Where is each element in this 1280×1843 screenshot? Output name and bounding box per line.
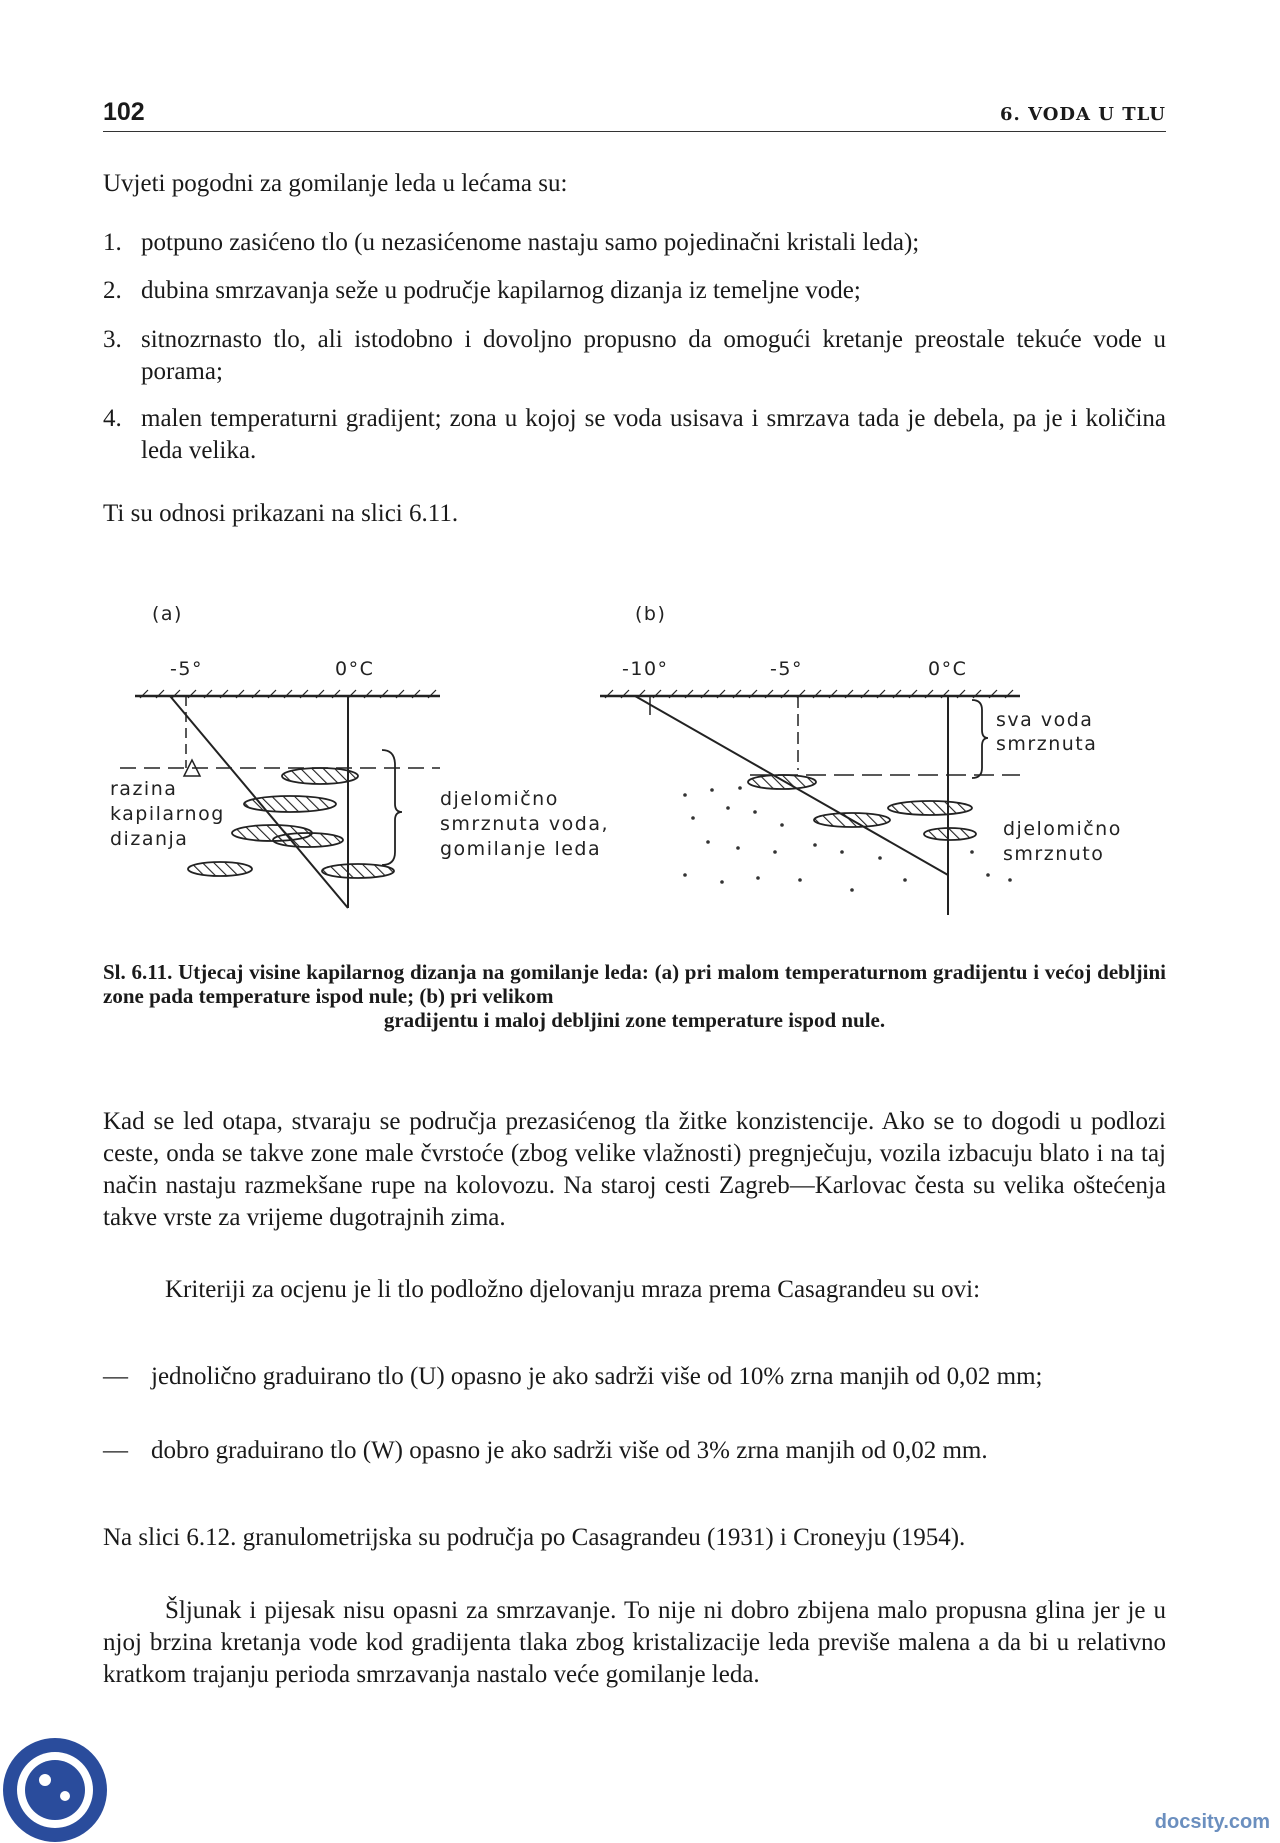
- panel-b-temp-1: -10°: [622, 658, 669, 680]
- condition-item: [103, 403, 1166, 467]
- paragraph-criteria: Kriteriji za ocjenu je li tlo podložno djelovanju mraza prema Casagrandeu su ovi:: [165, 1276, 981, 1303]
- criteria-item: [103, 1435, 1166, 1467]
- capillary-rise-label-1: razina: [110, 778, 178, 800]
- condition-number: 4.: [103, 405, 122, 432]
- docsity-logo: [0, 1718, 125, 1843]
- panel-b: [600, 603, 1122, 915]
- paragraph-fig612: Na slici 6.12. granulometrijska su područja po Casagrandeu (1931) i Croneyju (1954).: [103, 1524, 966, 1551]
- condition-text: sitnozrnasto tlo, ali istodobno i dovoljno propusno da omogući kretanje preostale tekuće vode u porama;: [141, 326, 1166, 385]
- condition-text: malen temperaturni gradijent; zona u kojoj se voda usisava i smrzava tada je debela, pa je i količina leda velika.: [141, 405, 1166, 464]
- criteria-text: jednolično graduirano tlo (U) opasno je ako sadrži više od 10% zrna manjih od 0,02 mm;: [151, 1363, 1043, 1390]
- paragraph-gravel: Šljunak i pijesak nisu opasni za smrzavanje. To nije ni dobro zbijena malo propusna glina jer je u njoj brzina kretanja vode kod gradijenta tlaka zbog kristalizacije leda previše malena a da bi u relativno kratkom trajanju perioda smrzavanja nastalo veće gomilanje leda.: [103, 1597, 1166, 1688]
- criteria-text: dobro graduirano tlo (W) opasno je ako sadrži više od 3% zrna manjih od 0,02 mm.: [151, 1437, 988, 1464]
- caption-prefix: Sl. 6.11.: [103, 960, 173, 984]
- watermark: docsity.com: [1154, 1811, 1270, 1833]
- partial-frozen-label-1: djelomično: [440, 788, 559, 810]
- page-number: 102: [103, 98, 145, 126]
- dash-symbol: —: [103, 1437, 128, 1464]
- panel-b-label: (b): [635, 603, 667, 625]
- condition-text: potpuno zasićeno tlo (u nezasićenome nastaju samo pojedinačni kristali leda);: [141, 229, 920, 256]
- paragraph-thaw: Kad se led otapa, stvaraju se područja prezasićenog tla žitke konzistencije. Ako se to dogodi u podlozi ceste, onda se takve zone male čvrstoće (zbog velike vlažnosti) pregnječuju, vozila izbacuju blato i na taj način nastaju razmekšane rupe na kolovozu. Na staroj cesti Zagreb—Karlovac česta su velika oštećenja takve vrste za vrijeme dugotrajnih zima.: [103, 1108, 1166, 1231]
- intro-text: Uvjeti pogodni za gomilanje leda u lećama su:: [103, 170, 568, 197]
- partial-frozen-label-3: gomilanje leda: [440, 838, 602, 860]
- condition-item: [103, 227, 1166, 259]
- caption-last: gradijentu i maloj debljini zone temperature ispod nule.: [383, 1008, 886, 1032]
- condition-number: 2.: [103, 277, 122, 304]
- capillary-rise-label-2: kapilarnog: [110, 803, 225, 825]
- panel-a-label: (a): [152, 603, 183, 625]
- panel-b-temp-2: -5°: [770, 658, 803, 680]
- caption-main: Utjecaj visine kapilarnog dizanja na gomilanje leda: (a) pri malom temperaturnom gradijentu i većoj debljini zone pada temperature ispod nule; (b) pri velikom: [103, 960, 1166, 1008]
- dash-symbol: —: [103, 1363, 128, 1390]
- panel-a-temp-left: -5°: [170, 658, 203, 680]
- partial-frozen-label-b-2: smrznuto: [1003, 843, 1105, 865]
- panel-a: [110, 603, 609, 908]
- condition-text: dubina smrzavanja seže u područje kapilarnog dizanja iz temeljne vode;: [141, 277, 861, 304]
- partial-frozen-label-b-1: djelomično: [1003, 818, 1122, 840]
- all-frozen-label-2: smrznuta: [996, 733, 1098, 755]
- partial-frozen-label-2: smrznuta voda,: [440, 813, 610, 835]
- figure-caption: [103, 960, 1166, 1032]
- panel-a-temp-right: 0°C: [335, 658, 375, 680]
- figure-reference: Ti su odnosi prikazani na slici 6.11.: [103, 500, 459, 527]
- condition-number: 3.: [103, 326, 122, 353]
- condition-item: [103, 275, 1166, 307]
- criteria-item: [103, 1361, 1166, 1393]
- panel-b-temp-3: 0°C: [928, 658, 968, 680]
- all-frozen-label-1: sva voda: [996, 709, 1094, 731]
- condition-number: 1.: [103, 229, 122, 256]
- ice-lenses-b: [748, 775, 976, 840]
- header-rule: [103, 131, 1166, 132]
- condition-item: [103, 324, 1166, 388]
- figure-6-11: [110, 590, 1170, 950]
- capillary-rise-label-3: dizanja: [110, 828, 189, 850]
- running-head: 6. VODA U TLU: [1000, 104, 1166, 125]
